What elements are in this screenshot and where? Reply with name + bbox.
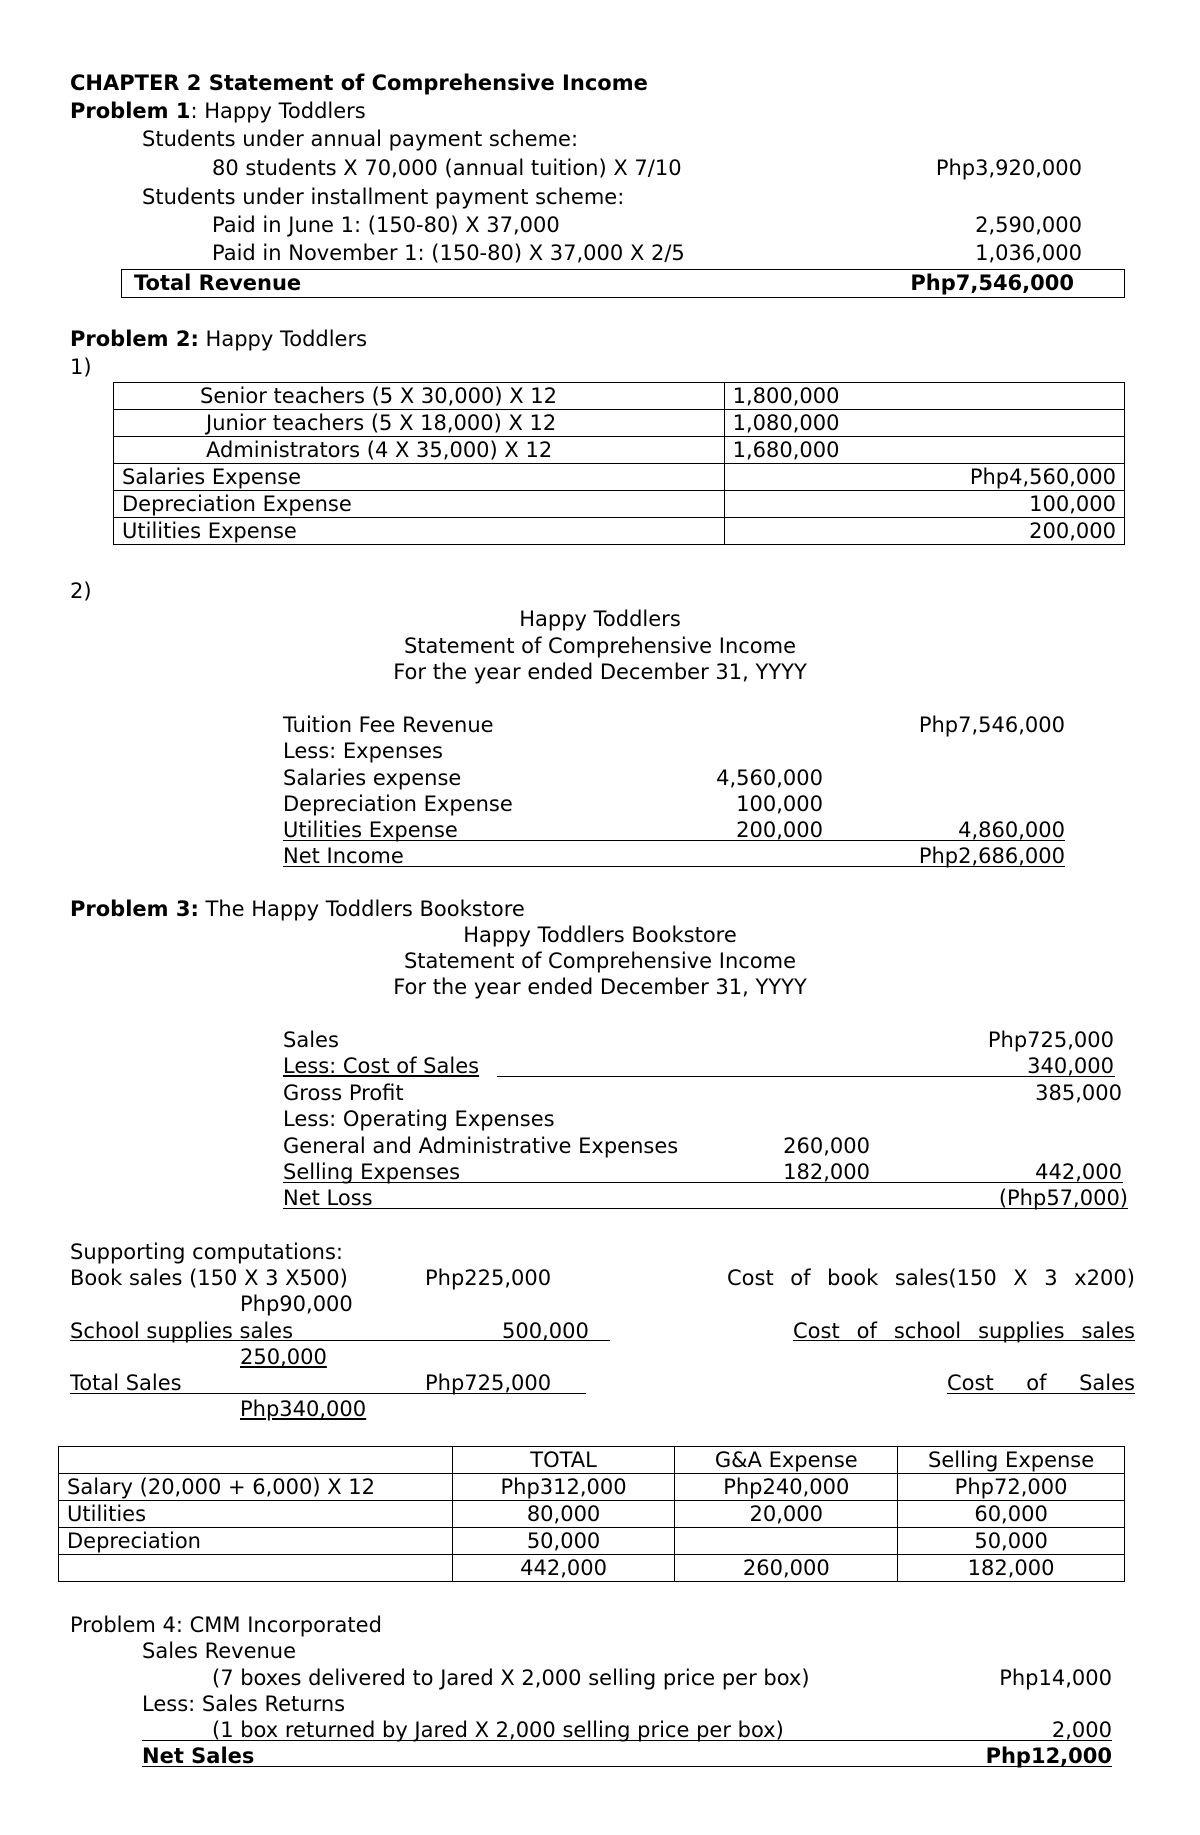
p2-statement-header-1: Happy Toddlers (519, 607, 681, 631)
table-cell: Depreciation Expense (114, 491, 725, 518)
sales-revenue-label: Sales Revenue (142, 1639, 297, 1663)
utilities-expense-amount: 200,000 (736, 818, 823, 842)
problem1-name: : Happy Toddlers (190, 99, 366, 123)
less-expenses-label: Less: Expenses (283, 739, 443, 763)
less-returns-label: Less: Sales Returns (142, 1692, 346, 1716)
word: sales (1081, 1319, 1135, 1343)
underline-rule (283, 1208, 1128, 1209)
expenses-total: 4,860,000 (958, 818, 1065, 842)
total-revenue-amount: Php7,546,000 (910, 271, 1074, 295)
word: sales(150 (894, 1266, 997, 1290)
book-sales-amount: Php225,000 (425, 1266, 552, 1290)
table-row (59, 1501, 1125, 1528)
word: of (856, 1319, 877, 1343)
problem3-name: The Happy Toddlers Bookstore (198, 897, 525, 921)
underline-rule (70, 1393, 586, 1394)
p3-statement-header-2: Statement of Comprehensive Income (403, 949, 797, 973)
table-cell: Utilities Expense (114, 518, 725, 545)
underline-rule (283, 1182, 1123, 1183)
sales-label: Sales (283, 1028, 339, 1052)
table-row (114, 383, 1125, 410)
installment-heading: Students under installment payment scheme: (142, 185, 625, 209)
depreciation-expense-label: Depreciation Expense (283, 792, 513, 816)
table-row (114, 518, 1125, 545)
net-income-amount: Php2,686,000 (918, 844, 1065, 868)
selling-expenses-amount: 182,000 (783, 1160, 870, 1184)
table-header-cell: TOTAL (452, 1447, 675, 1474)
book-cost-line (727, 1265, 1135, 1291)
table-cell: 200,000 (724, 518, 1124, 545)
problem2-heading (70, 326, 367, 352)
net-loss-amount: (Php57,000) (998, 1186, 1128, 1210)
supporting-heading: Supporting computations: (70, 1240, 343, 1264)
word: X (1013, 1266, 1028, 1290)
annual-amount: Php3,920,000 (935, 156, 1082, 180)
net-sales-label: Net Sales (142, 1744, 255, 1768)
underline-rule (497, 1076, 1115, 1077)
table-cell: 442,000 (452, 1555, 675, 1582)
ga-expenses-amount: 260,000 (783, 1134, 870, 1158)
table-header-cell: Selling Expense (898, 1447, 1125, 1474)
word: of (790, 1266, 811, 1290)
total-sales-label: Total Sales (70, 1371, 182, 1395)
p3-statement-header-1: Happy Toddlers Bookstore (463, 923, 737, 947)
selling-expenses-label: Selling Expenses (283, 1160, 461, 1184)
word: of (1026, 1371, 1047, 1395)
tuition-revenue-amount: Php7,546,000 (918, 713, 1065, 737)
problem2-label: Problem 2: (70, 327, 199, 351)
sales-amount: Php725,000 (987, 1028, 1114, 1052)
p3-statement-header-3: For the year ended December 31, YYYY (393, 975, 807, 999)
school-sales-amount: 500,000 (502, 1319, 589, 1343)
table-cell: Senior teachers (5 X 30,000) X 12 (114, 383, 725, 410)
table-row (59, 1555, 1125, 1582)
book-cost-amount: Php90,000 (240, 1292, 353, 1316)
word: school (893, 1319, 962, 1343)
nov-line: Paid in November 1: (150-80) X 37,000 X 2/5 (212, 241, 685, 265)
table-cell: 20,000 (675, 1501, 898, 1528)
table-header-row (59, 1447, 1125, 1474)
table-cell: 260,000 (675, 1555, 898, 1582)
underline-rule (70, 1340, 610, 1341)
underline-rule (793, 1340, 1135, 1341)
problem3-label: Problem 3: (70, 897, 199, 921)
table-row (59, 1528, 1125, 1555)
nov-amount: 1,036,000 (975, 241, 1082, 265)
salaries-expense-label: Salaries expense (283, 766, 462, 790)
word: Cost (793, 1319, 840, 1343)
p2-statement-header-3: For the year ended December 31, YYYY (393, 660, 807, 684)
underline-rule (142, 1740, 1112, 1741)
word: book (827, 1266, 879, 1290)
table-cell: 1,080,000 (724, 410, 1124, 437)
delivered-amount: Php14,000 (999, 1666, 1112, 1690)
table-row (114, 491, 1125, 518)
table-cell: 80,000 (452, 1501, 675, 1528)
table-cell: Php72,000 (898, 1474, 1125, 1501)
returned-amount: 2,000 (1051, 1718, 1112, 1742)
cost-of-sales-label: Less: Cost of Sales (283, 1054, 480, 1078)
table-cell: 1,800,000 (724, 383, 1124, 410)
table-cell (59, 1555, 453, 1582)
gross-profit-label: Gross Profit (283, 1081, 404, 1105)
table-cell: 50,000 (452, 1528, 675, 1555)
salaries-table (113, 382, 1125, 545)
book-sales-label: Book sales (150 X 3 X500) (70, 1266, 348, 1290)
ga-expenses-label: General and Administrative Expenses (283, 1134, 679, 1158)
word: Cost (947, 1371, 994, 1395)
operating-expenses-label: Less: Operating Expenses (283, 1107, 555, 1131)
problem2-part2: 2) (70, 579, 92, 603)
school-cost-amount: 250,000 (240, 1345, 327, 1369)
p2-statement-header-2: Statement of Comprehensive Income (403, 634, 797, 658)
table-row (114, 437, 1125, 464)
underline-rule (142, 1766, 1112, 1767)
table-cell: Php312,000 (452, 1474, 675, 1501)
cost-of-sales-total: Php340,000 (240, 1397, 367, 1421)
table-cell: Utilities (59, 1501, 453, 1528)
total-revenue-label: Total Revenue (134, 271, 302, 295)
table-header-cell: G&A Expense (675, 1447, 898, 1474)
june-amount: 2,590,000 (975, 213, 1082, 237)
table-cell: Php240,000 (675, 1474, 898, 1501)
table-cell: Administrators (4 X 35,000) X 12 (114, 437, 725, 464)
depreciation-expense-amount: 100,000 (736, 792, 823, 816)
underline-rule (947, 1393, 1135, 1394)
chapter-title: CHAPTER 2 Statement of Comprehensive Income (70, 71, 648, 95)
problem1-label: Problem 1 (70, 99, 191, 123)
table-row (114, 410, 1125, 437)
net-sales-amount: Php12,000 (985, 1744, 1112, 1768)
word: 3 (1044, 1266, 1058, 1290)
table-cell: 1,680,000 (724, 437, 1124, 464)
total-sales-amount: Php725,000 (425, 1371, 552, 1395)
salaries-expense-amount: 4,560,000 (716, 766, 823, 790)
table-row (59, 1474, 1125, 1501)
table-cell: Junior teachers (5 X 18,000) X 12 (114, 410, 725, 437)
june-line: Paid in June 1: (150-80) X 37,000 (212, 213, 560, 237)
tuition-revenue-label: Tuition Fee Revenue (283, 713, 494, 737)
gross-profit-amount: 385,000 (1035, 1081, 1122, 1105)
underline-rule (283, 840, 1065, 841)
table-cell (675, 1528, 898, 1555)
problem1-heading (70, 98, 366, 124)
table-header-cell (59, 1447, 453, 1474)
cost-of-sales-amount: 340,000 (1027, 1054, 1114, 1078)
net-loss-label: Net Loss (283, 1186, 373, 1210)
annual-heading: Students under annual payment scheme: (142, 127, 579, 151)
table-cell: Depreciation (59, 1528, 453, 1555)
table-cell: 100,000 (724, 491, 1124, 518)
table-cell: Salary (20,000 + 6,000) X 12 (59, 1474, 453, 1501)
table-cell: 60,000 (898, 1501, 1125, 1528)
delivered-line: (7 boxes delivered to Jared X 2,000 selling price per box) (212, 1666, 810, 1690)
word: Sales (1079, 1371, 1135, 1395)
table-cell: 50,000 (898, 1528, 1125, 1555)
net-income-label: Net Income (283, 844, 404, 868)
expense-allocation-table (58, 1446, 1125, 1582)
utilities-expense-label: Utilities Expense (283, 818, 458, 842)
problem2-part1: 1) (70, 355, 92, 379)
school-sales-label: School supplies sales (70, 1319, 294, 1343)
annual-line: 80 students X 70,000 (annual tuition) X 7/10 (212, 156, 682, 180)
table-cell: 182,000 (898, 1555, 1125, 1582)
table-row (114, 464, 1125, 491)
returned-line: (1 box returned by Jared X 2,000 selling price per box) (212, 1718, 784, 1742)
word: x200) (1074, 1266, 1135, 1290)
word: Cost (727, 1266, 774, 1290)
problem3-heading (70, 896, 525, 922)
table-cell: Php4,560,000 (724, 464, 1124, 491)
problem2-name: Happy Toddlers (198, 327, 368, 351)
table-cell: Salaries Expense (114, 464, 725, 491)
word: supplies (978, 1319, 1065, 1343)
underline-rule (283, 866, 1065, 867)
problem4-heading: Problem 4: CMM Incorporated (70, 1613, 382, 1637)
operating-expenses-total: 442,000 (1035, 1160, 1122, 1184)
